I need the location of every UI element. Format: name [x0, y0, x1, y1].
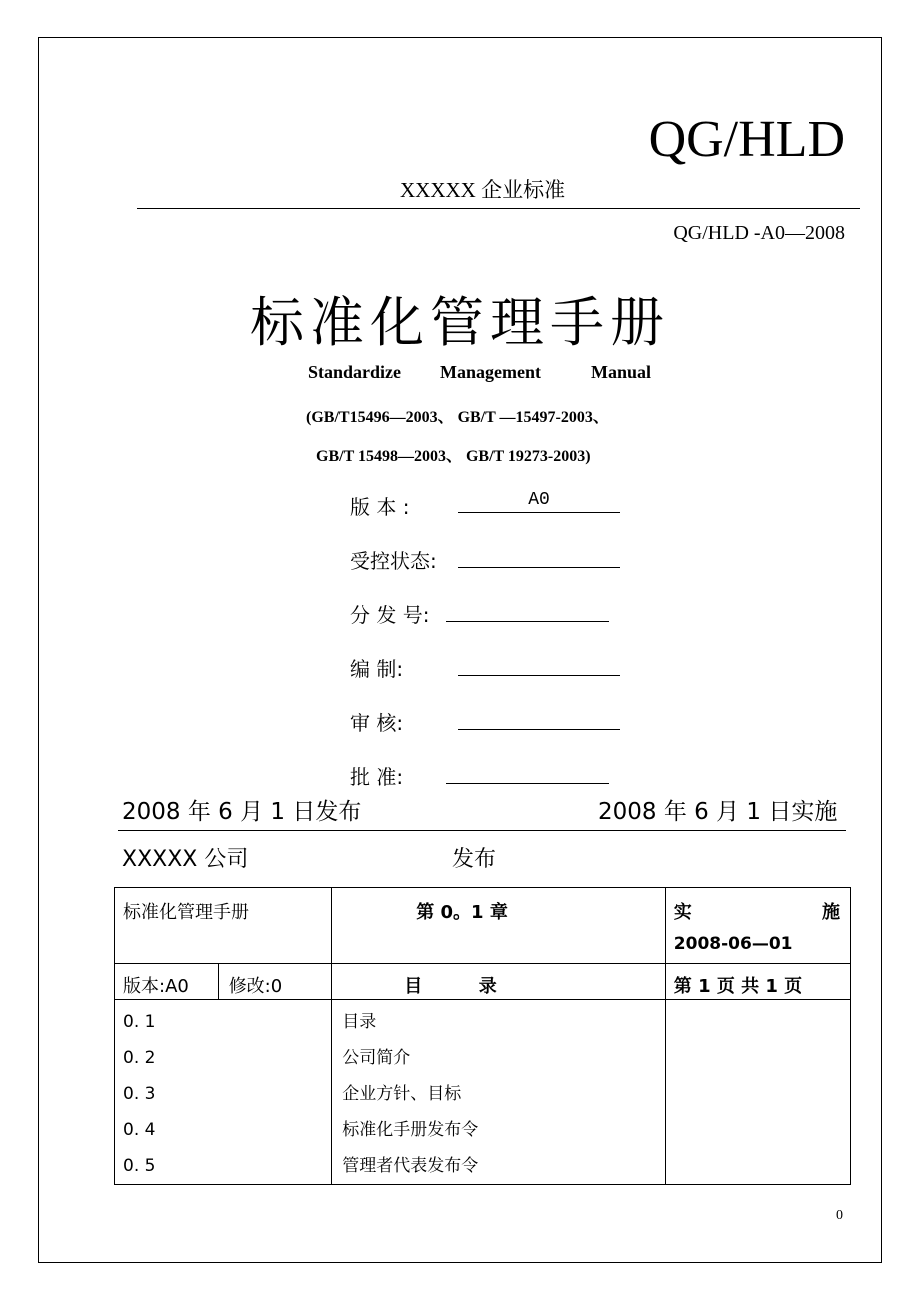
- reviewed-by-label: 审 核:: [350, 711, 404, 735]
- reviewed-by-line: [458, 707, 620, 730]
- effective-char-1: 实: [673, 902, 692, 923]
- english-title-word: Management: [440, 362, 541, 382]
- version-cell: [115, 964, 219, 1000]
- approved-by-label: 批 准:: [350, 765, 404, 789]
- standards-line: GB/T 15498—2003、 GB/T 19273-2003): [316, 448, 591, 465]
- page-title: 标准化管理手册: [250, 291, 670, 354]
- toc-heading-char-1: 目: [404, 976, 423, 997]
- issue-date: 2008 年 6 月 1 日发布: [122, 799, 362, 825]
- toc-item-number: 0. 2: [123, 1048, 156, 1068]
- distribution-number-line: [446, 599, 609, 622]
- toc-empty-cell: [665, 1000, 850, 1185]
- effective-date-cell: 2008-06—01: [673, 934, 793, 954]
- compiled-by-label: 编 制:: [350, 657, 404, 681]
- standard-code: QG/HLD: [648, 111, 845, 168]
- toc-heading-char-2: 录: [478, 976, 497, 997]
- date-divider: [118, 830, 846, 831]
- control-status-label: 受控状态:: [350, 549, 437, 573]
- page-count-cell: [665, 964, 850, 1000]
- toc-item-number: 0. 5: [123, 1156, 156, 1176]
- english-title-word: Manual: [591, 362, 652, 382]
- compiled-by-line: [458, 653, 620, 676]
- chapter-cell: [332, 888, 666, 964]
- effective-date: 2008 年 6 月 1 日实施: [598, 799, 838, 825]
- effective-cell: [665, 888, 850, 964]
- company-name: XXXXX 公司: [122, 847, 249, 872]
- version-text: 版本:A0: [123, 976, 189, 997]
- toc-item-name: 标准化手册发布令: [342, 1120, 479, 1140]
- english-title-word: Standardize: [308, 362, 402, 382]
- toc-item-name: 公司简介: [342, 1048, 411, 1068]
- toc-heading-cell: [332, 964, 666, 1000]
- header-divider: [137, 208, 860, 209]
- page-number: 0: [836, 1208, 843, 1223]
- distribution-number-label: 分 发 号:: [350, 603, 430, 627]
- document-number: QG/HLD -A0—2008: [673, 222, 845, 244]
- document-control-table: [114, 887, 851, 1185]
- chapter-number: 第 0。1 章: [416, 902, 508, 923]
- publish-label: 发布: [452, 847, 497, 872]
- toc-item-number: 0. 3: [123, 1084, 156, 1104]
- toc-item-name: 企业方针、目标: [342, 1084, 462, 1104]
- toc-item-name: 管理者代表发布令: [342, 1156, 479, 1176]
- manual-name: 标准化管理手册: [123, 902, 249, 923]
- revision-text: 修改:0: [228, 976, 283, 997]
- toc-numbers-cell: [115, 1000, 332, 1185]
- effective-char-2: 施: [822, 902, 840, 923]
- approved-by-line: [446, 761, 609, 784]
- version-value: A0: [458, 490, 620, 513]
- version-label: 版 本 :: [350, 495, 410, 519]
- revision-cell: [218, 964, 332, 1000]
- manual-name-cell: [115, 888, 332, 964]
- toc-item-number: 0. 4: [123, 1120, 156, 1140]
- standards-line: (GB/T15496—2003、 GB/T —15497-2003、: [306, 409, 609, 426]
- toc-names-cell: [332, 1000, 666, 1185]
- control-status-line: [458, 545, 620, 568]
- enterprise-standard: XXXXX 企业标准: [400, 178, 566, 202]
- toc-item-name: 目录: [342, 1012, 377, 1032]
- toc-item-number: 0. 1: [123, 1012, 156, 1032]
- page-count-text: 第 1 页 共 1 页: [673, 976, 803, 997]
